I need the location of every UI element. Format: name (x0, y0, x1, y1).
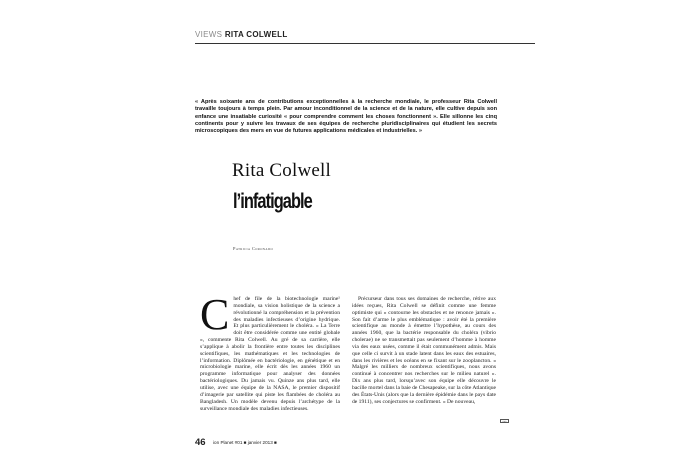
body-text-left: hef de file de la biotechnologie marine¹ mondiale, sa vision holistique de la science a révolutionné la compréhension et la prévention des maladies infectieuses d’origine hydrique. Et plus particulièrement le choléra. « La Terre doit être considérée comme une entité globale », commente Rita Colwell. Au gré de sa carrière, elle s’applique à abolir la frontière entre toutes les disciplines scientifiques, les mathématiques et les technologies de l’information. Diplômée en bactériologie, en génétique et en microbiologie marine, elle écrit dès les années 1960 un programme informatique pour analyser des données bactériologiques. Du jamais vu. Quinze ans plus tard, elle utilise, avec une équipe de la NASA, le premier dispositif d’imagerie par satellite qui piste les flambées de choléra au Bangladesh. Un modèle devenu depuis l’archétype de la surveillance mondiale des maladies infectieuses. (200, 296, 340, 412)
article-title-name: Rita Colwell (232, 160, 331, 181)
intro-paragraph: « Après soixante ans de contributions exceptionnelles à la recherche mondiale, le professeur Rita Colwell travaille toujours à temps plein. Par amour inconditionnel de la science et de la nature, elle cultive depuis son enfance une insatiable curiosité « pour comprendre comment les choses fonctionnent ». Elle sillonne les cinq continents pour y suivre les travaux de ses équipes de recherche pluridisciplinaires qui étudient les secrets microscopiques des mers en vue de futures applications médicales et industrielles. » (195, 99, 497, 135)
footer-text: ion Planet #01 ■ janvier 2013 ■ (213, 440, 277, 445)
continue-marker-text: »»» (502, 420, 507, 423)
section-label (195, 30, 535, 39)
page-number: 46 (195, 437, 206, 448)
page-header (195, 30, 535, 44)
article-headline: l’infatigable (233, 190, 312, 213)
body-column-left (200, 290, 340, 412)
body-text-right: Précurseur dans tous ses domaines de recherche, rétive aux idées reçues, Rita Colwell se définit comme une femme optimiste qui « contourne les obstacles et ne renonce jamais ». Son fait d’arme le plus emblématique : avoir été la première scientifique au monde à émettre l’hypothèse, au cours des années 1960, que la bactérie responsable du choléra (vibrio cholerae) ne se transmettait pas seulement d’homme à homme via des eaux usées, comme il était communément admis. Mais que celle ci survit à un stade latent dans les eaux des estuaires, dans les rivières et les océans en se fixant sur le zooplancton. « Malgré les milliers de nombreux scientifiques, nous avons continué à concentrer nos recherches sur le milieu naturel ». Dix ans plus tard, lorsqu’avec son équipe elle découvre le bacille mortel dans la baie de Chesapeake, sur la côte Atlantique des États-Unis (alors que la dernière épidémie dans le pays date de 1911), ses conjectures se confirment. « De nouveau, (352, 296, 496, 405)
byline: Patricia Coronado (233, 246, 274, 251)
header-rule (195, 43, 535, 44)
section-name: VIEWS (195, 30, 223, 39)
page-footer (195, 432, 277, 450)
continue-marker (500, 419, 509, 423)
body-column-right (352, 296, 496, 406)
drop-cap: C (200, 290, 230, 339)
section-subject: RITA COLWELL (224, 30, 288, 39)
